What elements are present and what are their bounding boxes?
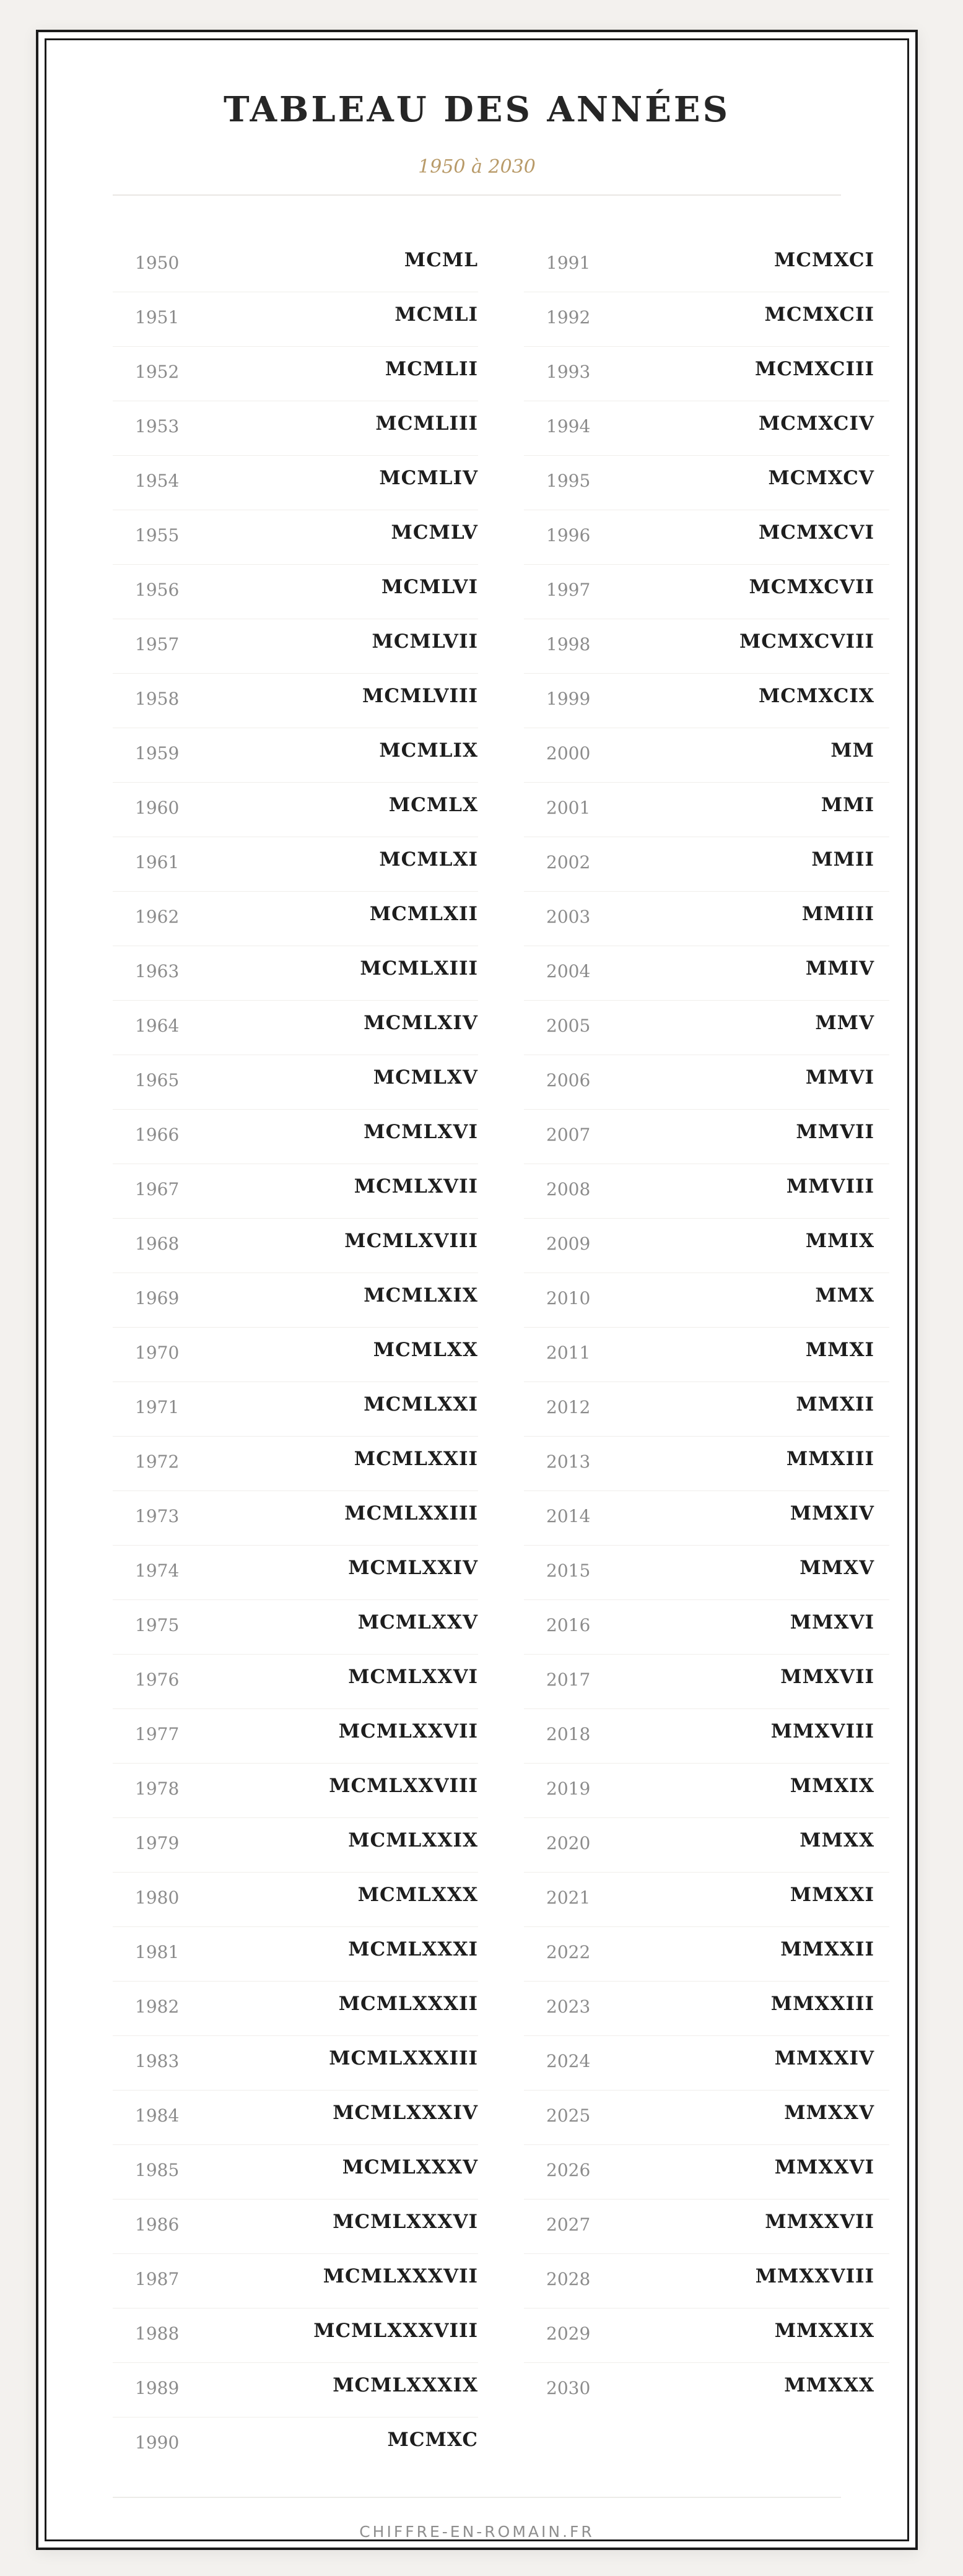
roman-numeral: MCMLX — [388, 794, 478, 816]
table-row — [524, 1546, 889, 1600]
table-row — [524, 674, 889, 728]
year-number: 1956 — [135, 580, 180, 600]
roman-numeral: MCMLVI — [381, 576, 478, 598]
year-number: 2000 — [546, 743, 591, 764]
roman-numeral: MCMLXXXV — [342, 2156, 478, 2178]
table-row — [113, 2091, 478, 2145]
roman-numeral: MCMLIX — [379, 739, 478, 762]
roman-numeral: MMIII — [801, 903, 874, 925]
page-frame — [36, 30, 918, 2550]
table-row — [524, 1328, 889, 1382]
roman-numeral: MMXX — [800, 1829, 874, 1852]
year-number: 2017 — [546, 1669, 591, 1690]
year-table-left-column — [113, 238, 478, 2472]
roman-numeral: MCMLXII — [369, 903, 478, 925]
year-number: 1975 — [135, 1615, 180, 1635]
year-number: 2013 — [546, 1451, 591, 1472]
year-number: 2018 — [546, 1724, 591, 1744]
table-row — [113, 1709, 478, 1764]
roman-numeral: MCMXCII — [764, 303, 874, 326]
roman-numeral: MMIV — [805, 957, 874, 980]
year-number: 1950 — [135, 253, 180, 273]
table-row — [113, 2145, 478, 2200]
table-row — [524, 1927, 889, 1982]
year-number: 1993 — [546, 362, 591, 382]
roman-numeral: MCMLXXI — [364, 1393, 478, 1416]
table-row — [524, 1219, 889, 1273]
table-row — [113, 1546, 478, 1600]
table-row — [524, 1491, 889, 1546]
roman-numeral: MMXXI — [790, 1884, 874, 1906]
table-row — [524, 892, 889, 946]
year-number: 1987 — [135, 2269, 180, 2289]
roman-numeral: MCMLXXII — [354, 1448, 478, 1470]
table-row — [113, 1982, 478, 2036]
table-row — [113, 892, 478, 946]
table-row — [113, 2036, 478, 2091]
year-number: 2007 — [546, 1125, 591, 1145]
year-number: 2024 — [546, 2051, 591, 2071]
year-number: 1986 — [135, 2214, 180, 2235]
table-row — [113, 1818, 478, 1873]
table-row — [524, 238, 889, 292]
roman-numeral: MMXV — [800, 1557, 874, 1579]
roman-numeral: MMX — [815, 1284, 874, 1307]
year-number: 1976 — [135, 1669, 180, 1690]
table-row — [524, 1873, 889, 1927]
table-row — [524, 1164, 889, 1219]
table-row — [113, 1328, 478, 1382]
year-number: 1971 — [135, 1397, 180, 1417]
roman-numeral: MCMLI — [394, 303, 478, 326]
table-row — [524, 292, 889, 347]
table-row — [113, 2308, 478, 2363]
table-row — [113, 1764, 478, 1818]
table-row — [113, 1655, 478, 1709]
year-number: 1969 — [135, 1288, 180, 1308]
year-number: 2004 — [546, 961, 591, 981]
table-row — [524, 1437, 889, 1491]
roman-numeral: MMXII — [796, 1393, 874, 1416]
table-row — [524, 2036, 889, 2091]
year-number: 1962 — [135, 907, 180, 927]
year-number: 2026 — [546, 2160, 591, 2180]
year-number: 1979 — [135, 1833, 180, 1853]
year-number: 1989 — [135, 2378, 180, 2398]
table-row — [113, 837, 478, 892]
year-table-right-column — [524, 238, 889, 2417]
roman-numeral: MCMLXXXVI — [333, 2211, 478, 2233]
roman-numeral: MCMLXXXII — [338, 1993, 478, 2015]
table-row — [113, 1055, 478, 1110]
year-number: 2014 — [546, 1506, 591, 1526]
roman-numeral: MCMXCVIII — [739, 630, 874, 653]
year-number: 2025 — [546, 2105, 591, 2126]
year-number: 1951 — [135, 307, 180, 328]
year-number: 2021 — [546, 1887, 591, 1908]
table-row — [113, 728, 478, 783]
table-row — [113, 238, 478, 292]
roman-numeral: MCMLVII — [372, 630, 478, 653]
roman-numeral: MCMXCVII — [749, 576, 874, 598]
year-number: 2030 — [546, 2378, 591, 2398]
year-number: 1988 — [135, 2323, 180, 2344]
table-row — [524, 347, 889, 401]
table-row — [524, 510, 889, 565]
roman-numeral: MCMLXXXI — [348, 1938, 478, 1960]
roman-numeral: MCMLXV — [373, 1066, 478, 1089]
roman-numeral: MMXVIII — [770, 1720, 874, 1743]
table-row — [524, 2200, 889, 2254]
roman-numeral: MMXVII — [780, 1666, 874, 1688]
roman-numeral: MCMLV — [391, 521, 478, 544]
table-row — [524, 565, 889, 619]
table-row — [113, 1437, 478, 1491]
year-number: 2009 — [546, 1234, 591, 1254]
table-row — [113, 292, 478, 347]
table-row — [524, 1273, 889, 1328]
year-number: 1978 — [135, 1778, 180, 1799]
roman-numeral: MCMXCI — [774, 249, 874, 271]
roman-numeral: MCML — [404, 249, 478, 271]
table-row — [113, 674, 478, 728]
year-number: 1985 — [135, 2160, 180, 2180]
year-number: 2001 — [546, 798, 591, 818]
year-number: 2006 — [546, 1070, 591, 1090]
table-row — [113, 1110, 478, 1164]
year-number: 1961 — [135, 852, 180, 872]
year-number: 2019 — [546, 1778, 591, 1799]
year-number: 1954 — [135, 471, 180, 491]
year-number: 1991 — [546, 253, 591, 273]
roman-numeral: MCMLXXXVIII — [313, 2320, 478, 2342]
page-subtitle: 1950 à 2030 — [418, 156, 536, 178]
table-row — [113, 1873, 478, 1927]
table-row — [524, 401, 889, 456]
header-divider — [113, 194, 841, 196]
year-number: 2015 — [546, 1560, 591, 1581]
year-number: 1999 — [546, 689, 591, 709]
table-row — [524, 2091, 889, 2145]
roman-numeral: MMXXVII — [765, 2211, 874, 2233]
table-row — [524, 837, 889, 892]
roman-numeral: MCMLXXXIII — [329, 2047, 478, 2069]
roman-numeral: MCMLXXXIV — [333, 2102, 478, 2124]
year-number: 2023 — [546, 1996, 591, 2017]
roman-numeral: MCMLXIII — [360, 957, 478, 980]
year-number: 2002 — [546, 852, 591, 872]
table-row — [524, 1382, 889, 1437]
roman-numeral: MCMXCVI — [758, 521, 874, 544]
table-row — [524, 1655, 889, 1709]
table-row — [113, 1927, 478, 1982]
footer-divider — [113, 2497, 841, 2498]
year-number: 1994 — [546, 416, 591, 437]
page-title: TABLEAU DES ANNÉES — [223, 89, 731, 130]
table-row — [524, 1818, 889, 1873]
roman-numeral: MMXXIV — [774, 2047, 874, 2069]
roman-numeral: MCMLVIII — [362, 685, 478, 707]
roman-numeral: MCMLXXV — [357, 1611, 478, 1634]
roman-numeral: MMXXVI — [774, 2156, 874, 2178]
roman-numeral: MCMLXIV — [364, 1012, 478, 1034]
year-number: 1960 — [135, 798, 180, 818]
table-row — [113, 1491, 478, 1546]
table-row — [524, 728, 889, 783]
table-row — [113, 1219, 478, 1273]
table-row — [113, 565, 478, 619]
table-row — [524, 783, 889, 837]
roman-numeral: MCMXCIII — [755, 358, 874, 380]
year-number: 1972 — [135, 1451, 180, 1472]
roman-numeral: MCMLXI — [379, 848, 478, 871]
roman-numeral: MCMXCIX — [758, 685, 874, 707]
roman-numeral: MCMLXVI — [364, 1121, 478, 1143]
year-number: 1984 — [135, 2105, 180, 2126]
roman-numeral: MMII — [811, 848, 874, 871]
roman-numeral: MCMLXXVIII — [329, 1775, 478, 1797]
table-row — [524, 2254, 889, 2308]
table-row — [113, 783, 478, 837]
year-number: 1959 — [135, 743, 180, 764]
roman-numeral: MCMLXVII — [354, 1175, 478, 1198]
roman-numeral: MCMLXXX — [357, 1884, 478, 1906]
table-row — [524, 1055, 889, 1110]
roman-numeral: MMIX — [805, 1230, 874, 1252]
table-row — [524, 619, 889, 674]
table-row — [524, 946, 889, 1001]
year-number: 2008 — [546, 1179, 591, 1199]
roman-numeral: MMI — [821, 794, 874, 816]
roman-numeral: MMV — [815, 1012, 874, 1034]
table-row — [113, 2200, 478, 2254]
table-row — [113, 2254, 478, 2308]
table-row — [113, 2417, 478, 2472]
table-row — [113, 456, 478, 510]
roman-numeral: MMXXVIII — [755, 2265, 874, 2287]
year-number: 1996 — [546, 525, 591, 546]
table-row — [524, 2145, 889, 2200]
roman-numeral: MMXXX — [784, 2374, 874, 2396]
roman-numeral: MMXIII — [786, 1448, 874, 1470]
roman-numeral: MMVI — [805, 1066, 874, 1089]
year-number: 1977 — [135, 1724, 180, 1744]
table-row — [524, 456, 889, 510]
roman-numeral: MCMLIV — [379, 467, 478, 489]
roman-numeral: MCMLIII — [375, 412, 478, 435]
year-number: 2003 — [546, 907, 591, 927]
roman-numeral: MMXVI — [790, 1611, 874, 1634]
year-number: 1998 — [546, 634, 591, 655]
year-number: 2022 — [546, 1942, 591, 1962]
year-number: 1981 — [135, 1942, 180, 1962]
roman-numeral: MMXXII — [780, 1938, 874, 1960]
roman-numeral: MMXIX — [790, 1775, 874, 1797]
table-row — [113, 946, 478, 1001]
year-number: 2020 — [546, 1833, 591, 1853]
table-row — [113, 2363, 478, 2417]
year-number: 2029 — [546, 2323, 591, 2344]
roman-numeral: MCMLXX — [373, 1339, 478, 1361]
year-number: 1963 — [135, 961, 180, 981]
table-row — [113, 1001, 478, 1055]
year-number: 1952 — [135, 362, 180, 382]
table-row — [113, 1382, 478, 1437]
roman-numeral: MCMLXXXIX — [333, 2374, 478, 2396]
roman-numeral: MM — [830, 739, 874, 762]
roman-numeral: MMXIV — [790, 1502, 874, 1525]
table-row — [524, 1764, 889, 1818]
year-number: 1990 — [135, 2432, 180, 2453]
year-number: 1982 — [135, 1996, 180, 2017]
roman-numeral: MCMLXVIII — [344, 1230, 478, 1252]
table-row — [524, 1709, 889, 1764]
year-number: 1970 — [135, 1342, 180, 1363]
roman-numeral: MMVII — [796, 1121, 874, 1143]
year-number: 1983 — [135, 2051, 180, 2071]
roman-numeral: MCMLXXXVII — [323, 2265, 478, 2287]
roman-numeral: MCMXC — [387, 2429, 478, 2451]
year-number: 1980 — [135, 1887, 180, 1908]
roman-numeral: MCMXCIV — [758, 412, 874, 435]
table-row — [113, 1600, 478, 1655]
table-row — [524, 1600, 889, 1655]
roman-numeral: MCMXCV — [768, 467, 874, 489]
table-row — [113, 1273, 478, 1328]
roman-numeral: MCMLXXIV — [348, 1557, 478, 1579]
roman-numeral: MMXXV — [784, 2102, 874, 2124]
year-number: 1995 — [546, 471, 591, 491]
table-row — [113, 347, 478, 401]
year-number: 1992 — [546, 307, 591, 328]
footer-site-name: CHIFFRE-EN-ROMAIN.FR — [359, 2523, 595, 2541]
table-row — [113, 619, 478, 674]
year-number: 2011 — [546, 1342, 591, 1363]
table-row — [113, 510, 478, 565]
roman-numeral: MMXI — [805, 1339, 874, 1361]
year-number: 1974 — [135, 1560, 180, 1581]
table-row — [524, 2363, 889, 2417]
roman-numeral: MMXXIX — [774, 2320, 874, 2342]
table-row — [524, 1110, 889, 1164]
year-number: 1957 — [135, 634, 180, 655]
roman-numeral: MCMLII — [385, 358, 478, 380]
roman-numeral: MMXXIII — [770, 1993, 874, 2015]
roman-numeral: MCMLXXVI — [348, 1666, 478, 1688]
year-number: 1964 — [135, 1016, 180, 1036]
year-number: 1997 — [546, 580, 591, 600]
roman-numeral: MCMLXXIII — [344, 1502, 478, 1525]
table-row — [524, 1982, 889, 2036]
year-number: 1967 — [135, 1179, 180, 1199]
year-number: 2005 — [546, 1016, 591, 1036]
year-number: 2010 — [546, 1288, 591, 1308]
table-row — [524, 2308, 889, 2363]
table-row — [113, 1164, 478, 1219]
year-number: 1966 — [135, 1125, 180, 1145]
year-number: 1958 — [135, 689, 180, 709]
year-number: 1965 — [135, 1070, 180, 1090]
table-row — [113, 401, 478, 456]
year-number: 1955 — [135, 525, 180, 546]
year-number: 1953 — [135, 416, 180, 437]
year-number: 2012 — [546, 1397, 591, 1417]
roman-numeral: MMVIII — [786, 1175, 874, 1198]
roman-numeral: MCMLXXIX — [348, 1829, 478, 1852]
year-number: 2028 — [546, 2269, 591, 2289]
table-row — [524, 1001, 889, 1055]
year-number: 2016 — [546, 1615, 591, 1635]
roman-numeral: MCMLXIX — [364, 1284, 478, 1307]
year-number: 1968 — [135, 1234, 180, 1254]
year-number: 2027 — [546, 2214, 591, 2235]
year-number: 1973 — [135, 1506, 180, 1526]
roman-numeral: MCMLXXVII — [338, 1720, 478, 1743]
